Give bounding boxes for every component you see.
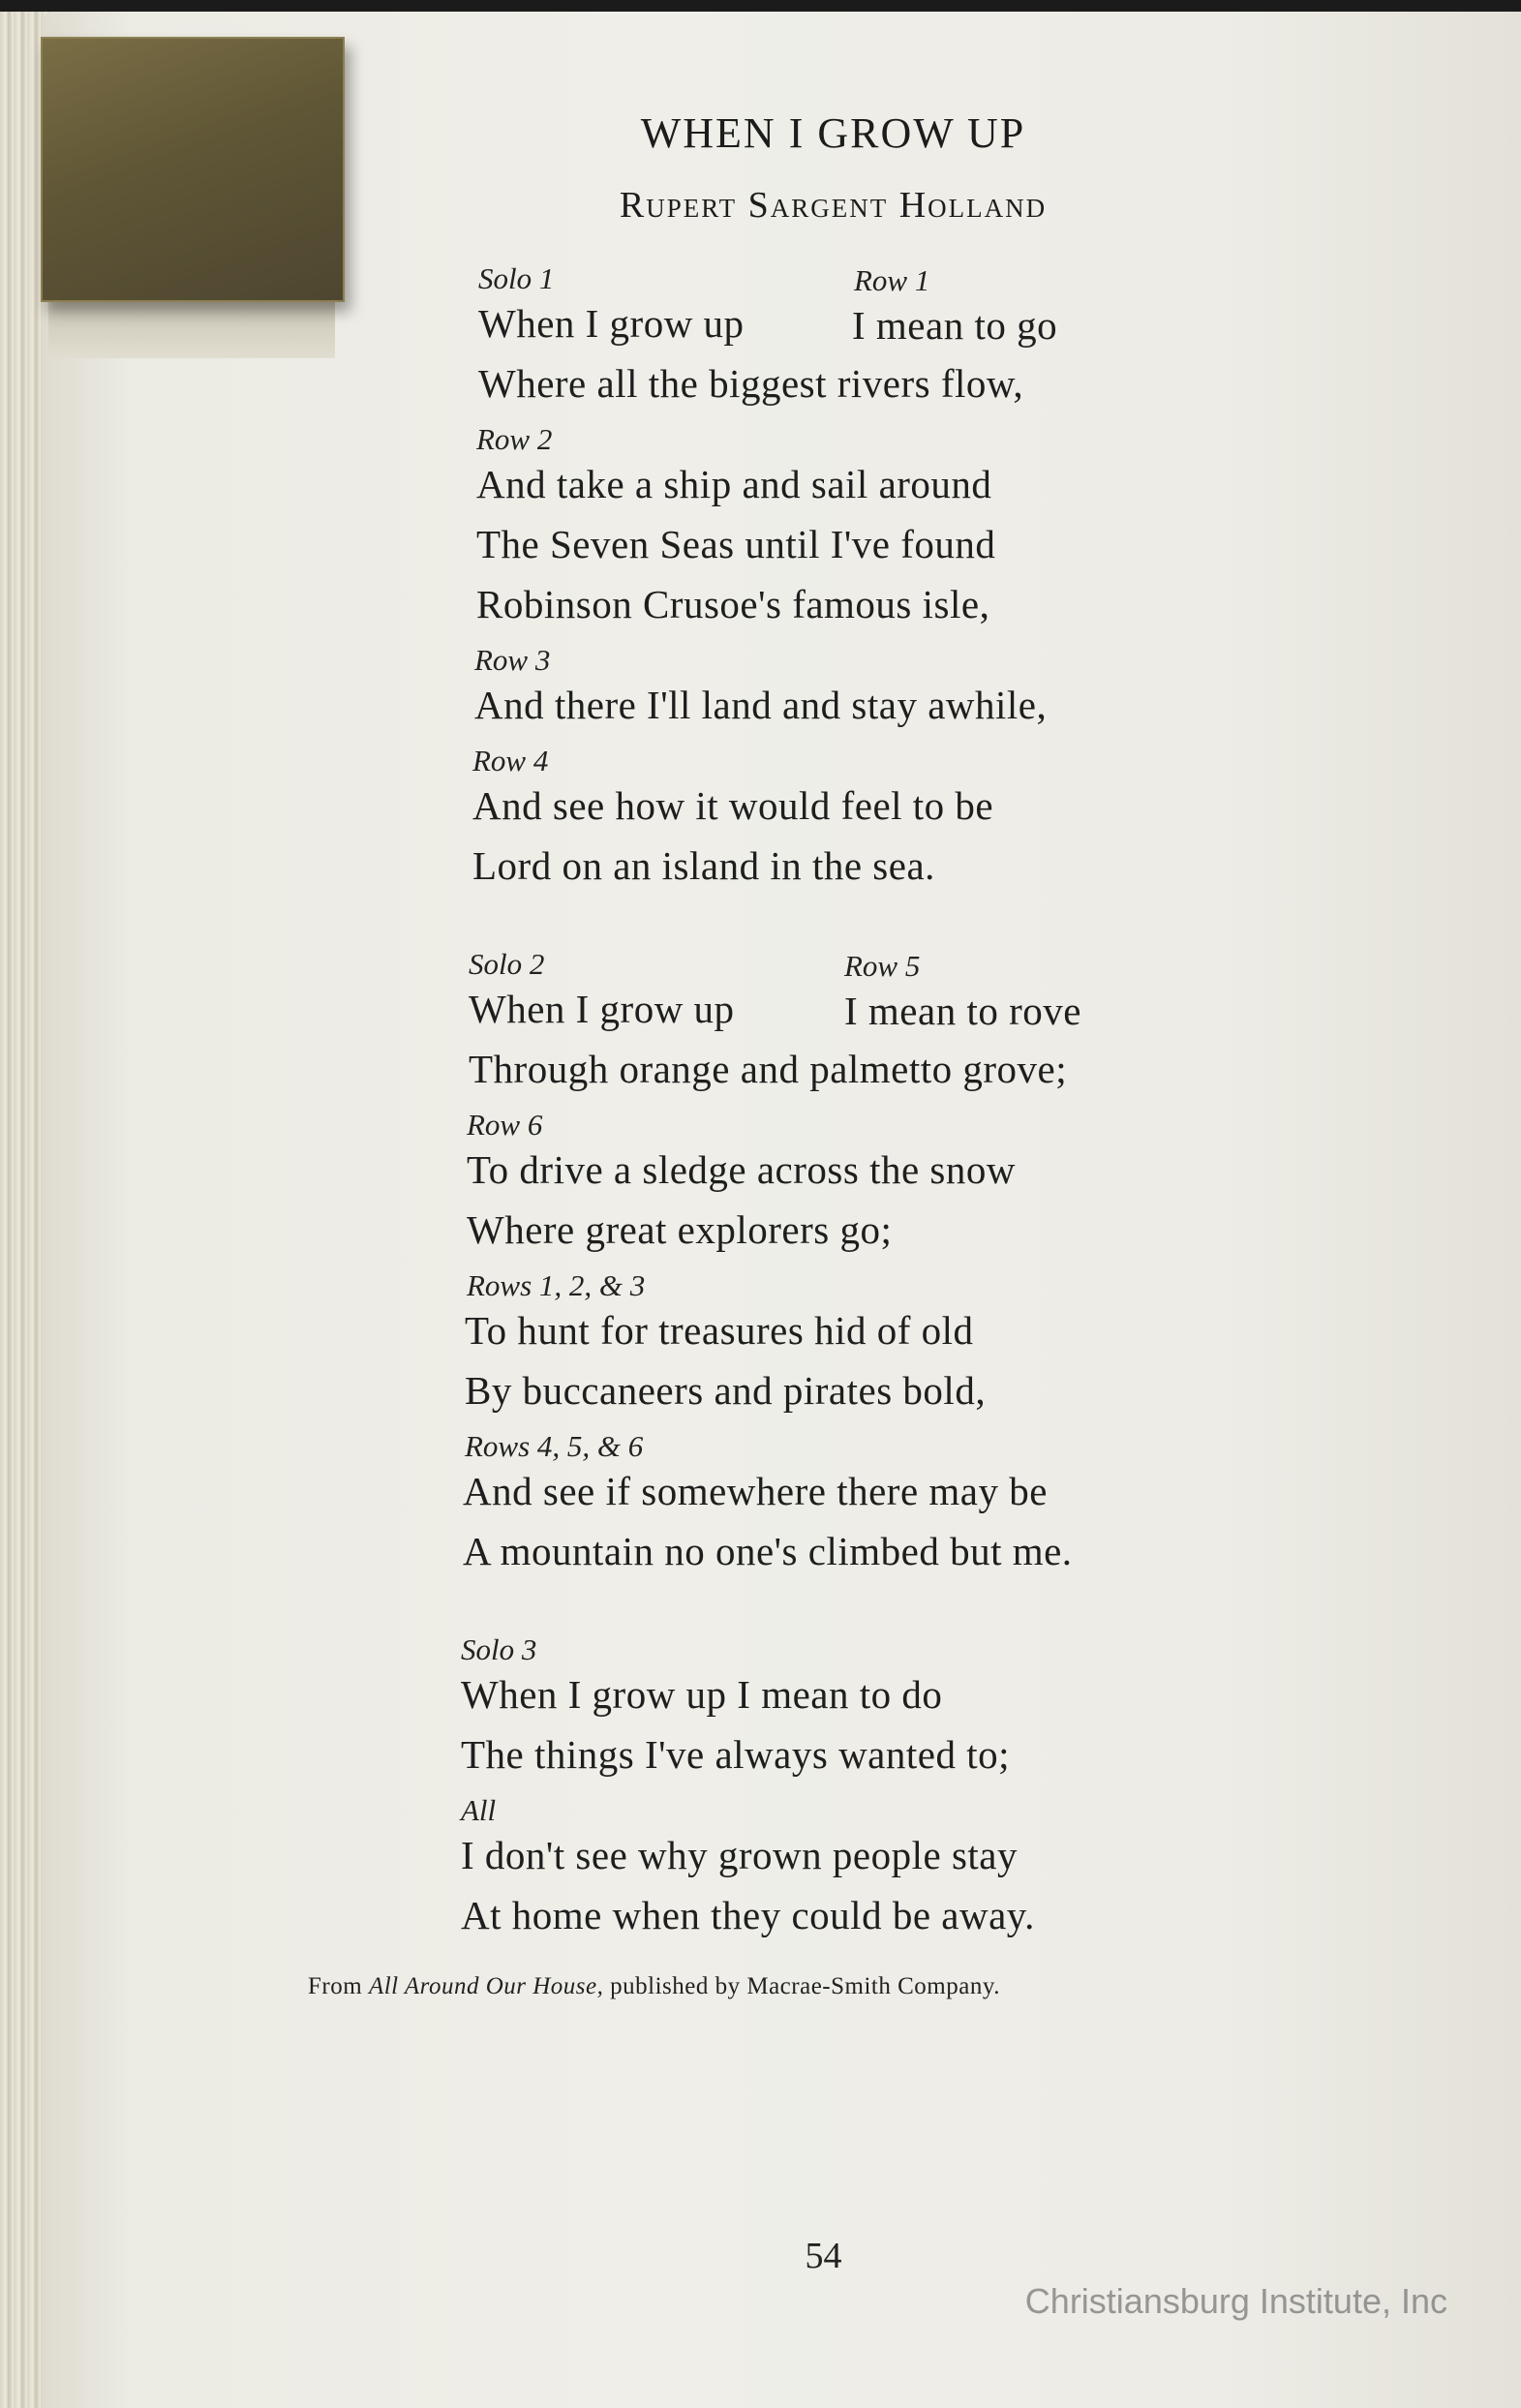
s2-line-5: To hunt for treasures hid of old — [465, 1308, 974, 1353]
watermark: Christiansburg Institute, Inc — [1024, 2281, 1447, 2321]
s1-line-4: The Seven Seas until I've found — [476, 522, 996, 566]
cue-all: All — [461, 1793, 497, 1827]
cue-row-3: Row 3 — [474, 643, 551, 677]
page-number: 54 — [805, 2236, 842, 2276]
cue-row-1: Row 1 — [854, 263, 930, 297]
s3-line-2: The things I've always wanted to; — [461, 1732, 1010, 1777]
s2-line-4: Where great explorers go; — [467, 1207, 893, 1252]
s2-line-7: And see if somewhere there may be — [463, 1469, 1048, 1513]
s2-line-1a: When I grow up — [469, 987, 735, 1031]
cue-solo-3: Solo 3 — [461, 1632, 537, 1666]
footnote-publisher: published by Macrae-Smith Company. — [610, 1973, 1000, 1999]
s1-line-7: And see how it would feel to be — [472, 783, 994, 828]
cue-rows-1-2-3: Rows 1, 2, & 3 — [467, 1268, 646, 1302]
cue-solo-2: Solo 2 — [469, 947, 545, 981]
s2-line-3: To drive a sledge across the snow — [467, 1147, 1016, 1192]
s3-line-3: I don't see why grown people stay — [461, 1833, 1018, 1877]
poem-title: WHEN I GROW UP — [640, 109, 1026, 157]
s1-line-1b: I mean to go — [852, 303, 1058, 348]
s1-line-6: And there I'll land and stay awhile, — [474, 683, 1048, 727]
cue-row-6: Row 6 — [467, 1108, 543, 1142]
s1-line-8: Lord on an island in the sea. — [472, 843, 935, 888]
cue-rows-4-5-6: Rows 4, 5, & 6 — [465, 1429, 644, 1463]
cue-row-5: Row 5 — [844, 949, 921, 983]
s2-line-2: Through orange and palmetto grove; — [469, 1047, 1068, 1091]
s1-line-1a: When I grow up — [478, 301, 745, 346]
cue-row-4: Row 4 — [472, 744, 549, 777]
s1-line-2: Where all the biggest rivers flow, — [478, 361, 1024, 406]
cue-row-2: Row 2 — [476, 422, 553, 456]
s3-line-1: When I grow up I mean to do — [461, 1672, 943, 1717]
footnote-prefix: From — [308, 1973, 363, 1999]
s2-line-8: A mountain no one's climbed but me. — [463, 1529, 1073, 1573]
footnote-book-title: All Around Our House, — [368, 1973, 604, 1999]
s2-line-6: By buccaneers and pirates bold, — [465, 1368, 987, 1413]
s3-line-4: At home when they could be away. — [461, 1893, 1035, 1937]
s1-line-3: And take a ship and sail around — [476, 462, 992, 506]
cue-solo-1: Solo 1 — [478, 261, 555, 295]
poem-author: Rupert Sargent Holland — [619, 185, 1048, 226]
s2-line-1b: I mean to rove — [844, 989, 1081, 1033]
s1-line-5: Robinson Crusoe's famous isle, — [476, 582, 990, 626]
source-footnote — [308, 1973, 1000, 2000]
